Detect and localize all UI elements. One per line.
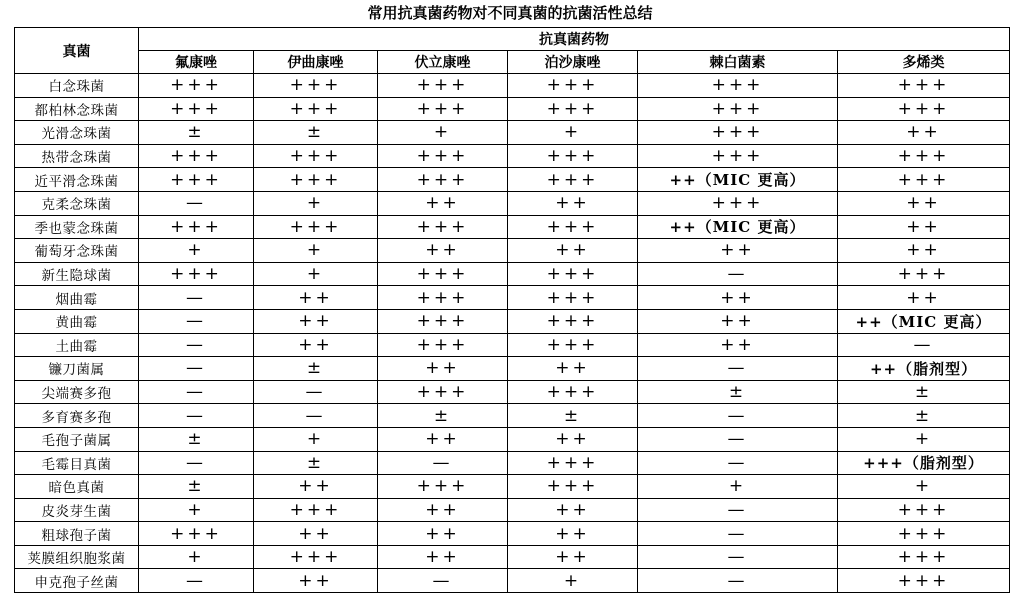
activity-cell: ++ xyxy=(508,191,638,215)
fungus-name-cell: 烟曲霉 xyxy=(15,286,139,310)
activity-cell: ++ xyxy=(254,286,378,310)
activity-cell: — xyxy=(139,569,254,593)
table-body xyxy=(15,74,1010,593)
table-row xyxy=(15,404,1010,428)
activity-cell: ++ xyxy=(378,498,508,522)
activity-cell: +++ xyxy=(254,97,378,121)
activity-cell: ++ xyxy=(638,309,838,333)
activity-cell: — xyxy=(139,380,254,404)
activity-cell: ++ xyxy=(838,215,1010,239)
drug-group-header: 抗真菌药物 xyxy=(139,28,1010,51)
activity-cell: ++ xyxy=(378,239,508,263)
fungus-name-cell: 黄曲霉 xyxy=(15,309,139,333)
activity-cell: — xyxy=(139,357,254,381)
activity-cell: + xyxy=(254,239,378,263)
activity-cell: ++ xyxy=(254,475,378,499)
activity-cell: +++ xyxy=(378,286,508,310)
activity-cell: +++ xyxy=(638,191,838,215)
activity-cell: ± xyxy=(254,451,378,475)
activity-cell: — xyxy=(638,262,838,286)
activity-cell: ± xyxy=(378,404,508,428)
activity-cell: +++ xyxy=(638,74,838,98)
activity-cell: +++ xyxy=(508,475,638,499)
activity-cell: — xyxy=(638,451,838,475)
activity-cell: +++ xyxy=(638,121,838,145)
activity-cell: +++ xyxy=(378,74,508,98)
activity-cell: + xyxy=(838,475,1010,499)
fungus-name-cell: 热带念珠菌 xyxy=(15,144,139,168)
activity-cell: + xyxy=(508,569,638,593)
activity-cell: ± xyxy=(139,475,254,499)
activity-cell: ± xyxy=(508,404,638,428)
activity-cell: ++ xyxy=(508,427,638,451)
activity-cell: ++（MIC 更高） xyxy=(838,309,1010,333)
activity-cell: — xyxy=(638,569,838,593)
activity-cell: ++ xyxy=(508,545,638,569)
activity-cell: ++ xyxy=(378,427,508,451)
table-row xyxy=(15,380,1010,404)
activity-cell: +++ xyxy=(139,168,254,192)
activity-cell: + xyxy=(508,121,638,145)
fungus-name-cell: 暗色真菌 xyxy=(15,475,139,499)
activity-cell: ++ xyxy=(254,309,378,333)
antifungal-activity-table xyxy=(14,27,1010,593)
fungus-name-cell: 土曲霉 xyxy=(15,333,139,357)
activity-cell: ++ xyxy=(638,286,838,310)
activity-cell: ++ xyxy=(378,522,508,546)
activity-cell: +++ xyxy=(254,498,378,522)
fungus-name-cell: 白念珠菌 xyxy=(15,74,139,98)
activity-cell: +++ xyxy=(378,309,508,333)
table-row xyxy=(15,262,1010,286)
activity-cell: +++ xyxy=(378,262,508,286)
fungus-name-cell: 镰刀菌属 xyxy=(15,357,139,381)
activity-cell: ++ xyxy=(838,286,1010,310)
activity-cell: +++ xyxy=(508,74,638,98)
activity-cell: — xyxy=(139,309,254,333)
table-row xyxy=(15,333,1010,357)
activity-cell: ± xyxy=(838,404,1010,428)
activity-cell: ++ xyxy=(838,239,1010,263)
activity-cell: ++ xyxy=(638,239,838,263)
activity-cell: ± xyxy=(254,357,378,381)
activity-cell: +++ xyxy=(378,97,508,121)
drug-header-voriconazole: 伏立康唑 xyxy=(378,51,508,74)
activity-cell: — xyxy=(838,333,1010,357)
activity-cell: ++（MIC 更高） xyxy=(638,215,838,239)
activity-cell: +++ xyxy=(139,144,254,168)
activity-cell: ++ xyxy=(254,569,378,593)
fungus-name-cell: 毛孢子菌属 xyxy=(15,427,139,451)
activity-cell: — xyxy=(139,451,254,475)
activity-cell: — xyxy=(638,427,838,451)
activity-cell: +++ xyxy=(139,97,254,121)
activity-cell: + xyxy=(378,121,508,145)
drug-header-posaconazole: 泊沙康唑 xyxy=(508,51,638,74)
fungus-name-cell: 荚膜组织胞浆菌 xyxy=(15,545,139,569)
activity-cell: ± xyxy=(254,121,378,145)
activity-cell: ++ xyxy=(254,333,378,357)
activity-cell: — xyxy=(139,286,254,310)
fungus-name-cell: 近平滑念珠菌 xyxy=(15,168,139,192)
activity-cell: ++ xyxy=(838,191,1010,215)
activity-cell: +++ xyxy=(638,97,838,121)
activity-cell: ++ xyxy=(508,498,638,522)
table-row xyxy=(15,498,1010,522)
table-row xyxy=(15,215,1010,239)
activity-cell: +++ xyxy=(838,74,1010,98)
activity-cell: ++ xyxy=(508,522,638,546)
activity-cell: + xyxy=(638,475,838,499)
table-row xyxy=(15,475,1010,499)
activity-cell: ± xyxy=(139,427,254,451)
activity-cell: +++ xyxy=(838,569,1010,593)
table-row xyxy=(15,522,1010,546)
activity-cell: ++ xyxy=(254,522,378,546)
activity-cell: — xyxy=(254,404,378,428)
activity-cell: +++ xyxy=(838,97,1010,121)
activity-cell: +++ xyxy=(378,144,508,168)
activity-cell: ++ xyxy=(508,239,638,263)
activity-cell: ++ xyxy=(838,121,1010,145)
table-row xyxy=(15,357,1010,381)
activity-cell: + xyxy=(139,545,254,569)
table-row xyxy=(15,569,1010,593)
activity-cell: — xyxy=(254,380,378,404)
activity-cell: — xyxy=(139,191,254,215)
table-row xyxy=(15,286,1010,310)
fungus-name-cell: 尖端赛多孢 xyxy=(15,380,139,404)
activity-cell: +++ xyxy=(838,522,1010,546)
activity-cell: — xyxy=(378,569,508,593)
activity-cell: +++ xyxy=(378,333,508,357)
fungus-name-cell: 申克孢子丝菌 xyxy=(15,569,139,593)
activity-cell: — xyxy=(139,404,254,428)
table-row xyxy=(15,191,1010,215)
activity-cell: +++ xyxy=(254,215,378,239)
activity-cell: — xyxy=(638,545,838,569)
activity-cell: +++ xyxy=(508,380,638,404)
table-row xyxy=(15,168,1010,192)
drug-header-fluconazole: 氟康唑 xyxy=(139,51,254,74)
activity-cell: +++ xyxy=(838,498,1010,522)
activity-cell: ++ xyxy=(378,357,508,381)
activity-cell: ++（MIC 更高） xyxy=(638,168,838,192)
activity-cell: +++ xyxy=(378,215,508,239)
activity-cell: +++ xyxy=(508,168,638,192)
table-row xyxy=(15,239,1010,263)
table-row xyxy=(15,545,1010,569)
activity-cell: +++ xyxy=(508,215,638,239)
activity-cell: ++ xyxy=(378,191,508,215)
activity-cell: +++ xyxy=(508,309,638,333)
drug-header-echinocandin: 棘白菌素 xyxy=(638,51,838,74)
activity-cell: +++ xyxy=(508,333,638,357)
activity-cell: +++ xyxy=(838,168,1010,192)
activity-cell: +++ xyxy=(508,451,638,475)
activity-cell: +++ xyxy=(378,168,508,192)
fungus-name-cell: 季也蒙念珠菌 xyxy=(15,215,139,239)
activity-cell: +++ xyxy=(508,144,638,168)
activity-cell: +++ xyxy=(508,97,638,121)
activity-cell: ++ xyxy=(508,357,638,381)
activity-cell: + xyxy=(838,427,1010,451)
activity-cell: +++ xyxy=(139,215,254,239)
activity-cell: ++ xyxy=(638,333,838,357)
fungus-name-cell: 皮炎芽生菌 xyxy=(15,498,139,522)
activity-cell: — xyxy=(638,522,838,546)
drug-header-polyene: 多烯类 xyxy=(838,51,1010,74)
fungus-name-cell: 毛霉目真菌 xyxy=(15,451,139,475)
activity-cell: ± xyxy=(638,380,838,404)
activity-cell: ++ xyxy=(378,545,508,569)
activity-cell: +++ xyxy=(838,262,1010,286)
fungus-name-cell: 多育赛多孢 xyxy=(15,404,139,428)
activity-cell: +++ xyxy=(139,522,254,546)
activity-cell: + xyxy=(254,191,378,215)
activity-cell: +++ xyxy=(139,262,254,286)
table-row xyxy=(15,97,1010,121)
fungus-name-cell: 克柔念珠菌 xyxy=(15,191,139,215)
activity-cell: — xyxy=(638,357,838,381)
activity-cell: +++ xyxy=(838,144,1010,168)
activity-cell: ± xyxy=(139,121,254,145)
activity-cell: +++ xyxy=(254,545,378,569)
activity-cell: ± xyxy=(838,380,1010,404)
activity-cell: +++ xyxy=(378,475,508,499)
activity-cell: +++ xyxy=(638,144,838,168)
activity-cell: +++ xyxy=(838,545,1010,569)
activity-cell: — xyxy=(638,498,838,522)
activity-cell: — xyxy=(378,451,508,475)
activity-cell: +++ xyxy=(254,144,378,168)
activity-cell: ++（脂剂型） xyxy=(838,357,1010,381)
activity-cell: +++（脂剂型） xyxy=(838,451,1010,475)
drug-header-itraconazole: 伊曲康唑 xyxy=(254,51,378,74)
activity-cell: + xyxy=(254,427,378,451)
activity-cell: — xyxy=(139,333,254,357)
activity-cell: + xyxy=(139,239,254,263)
activity-cell: + xyxy=(139,498,254,522)
fungus-name-cell: 葡萄牙念珠菌 xyxy=(15,239,139,263)
table-title: 常用抗真菌药物对不同真菌的抗菌活性总结 xyxy=(367,4,653,22)
table-row xyxy=(15,451,1010,475)
activity-cell: +++ xyxy=(254,168,378,192)
table-row xyxy=(15,74,1010,98)
fungus-name-cell: 粗球孢子菌 xyxy=(15,522,139,546)
activity-cell: +++ xyxy=(139,74,254,98)
table-row xyxy=(15,144,1010,168)
activity-cell: + xyxy=(254,262,378,286)
table-row xyxy=(15,427,1010,451)
table-row xyxy=(15,121,1010,145)
fungus-name-cell: 新生隐球菌 xyxy=(15,262,139,286)
activity-cell: +++ xyxy=(508,262,638,286)
activity-cell: +++ xyxy=(254,74,378,98)
activity-cell: +++ xyxy=(378,380,508,404)
activity-cell: — xyxy=(638,404,838,428)
activity-cell: +++ xyxy=(508,286,638,310)
fungus-column-header: 真菌 xyxy=(15,28,139,74)
fungus-name-cell: 都柏林念珠菌 xyxy=(15,97,139,121)
table-row xyxy=(15,309,1010,333)
fungus-name-cell: 光滑念珠菌 xyxy=(15,121,139,145)
